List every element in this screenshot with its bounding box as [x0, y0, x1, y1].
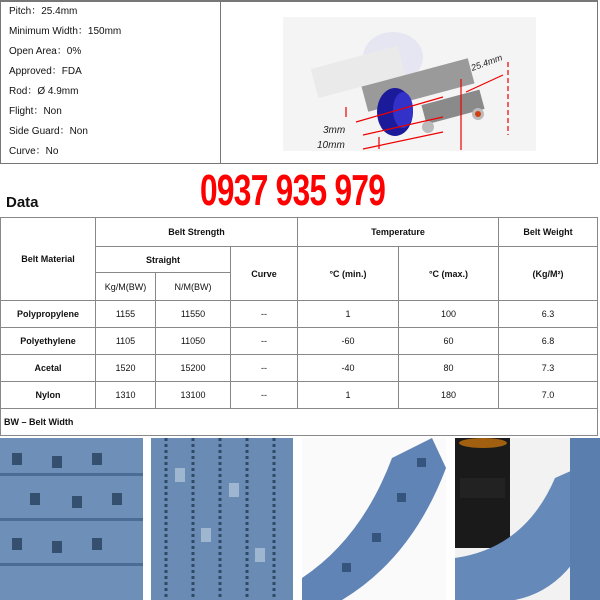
- header-weight-unit: (Kg/M²): [499, 247, 598, 301]
- cell-kgm: 1520: [96, 355, 156, 382]
- header-nm: N/M(BW): [156, 273, 231, 301]
- header-temp-max: °C (max.): [399, 247, 499, 301]
- header-belt-strength: Belt Strength: [96, 218, 298, 247]
- footnote: BW – Belt Width: [1, 409, 598, 436]
- cell-tmin: -40: [298, 355, 399, 382]
- spec-min-width: Minimum Width：150mm: [9, 26, 122, 37]
- table-row: [1, 328, 598, 355]
- cell-nm: 15200: [156, 355, 231, 382]
- cell-tmin: 1: [298, 301, 399, 328]
- spec-pitch: Pitch：25.4mm: [9, 6, 78, 17]
- spec-rod: Rod：Ø 4.9mm: [9, 86, 79, 97]
- spec-open-area: Open Area：0%: [9, 46, 82, 57]
- table-row: [1, 355, 598, 382]
- cell-material: Polyethylene: [1, 328, 96, 355]
- table-row: [1, 382, 598, 409]
- header-belt-material: Belt Material: [1, 218, 96, 301]
- phone-watermark: 0937 935 979: [200, 166, 386, 215]
- belt-photo-2: [151, 438, 293, 600]
- spec-flight: Flight：Non: [9, 106, 62, 117]
- cell-tmin: -60: [298, 328, 399, 355]
- section-title: Data: [6, 194, 39, 211]
- cell-weight: 6.3: [499, 301, 598, 328]
- header-straight: Straight: [96, 247, 231, 273]
- cell-tmin: 1: [298, 382, 399, 409]
- cell-curve: --: [231, 355, 298, 382]
- cell-kgm: 1310: [96, 382, 156, 409]
- header-kgm: Kg/M(BW): [96, 273, 156, 301]
- data-table: [0, 217, 598, 436]
- cell-tmax: 60: [399, 328, 499, 355]
- cell-material: Acetal: [1, 355, 96, 382]
- cell-tmax: 180: [399, 382, 499, 409]
- diagram-10mm-label: 10mm: [317, 140, 345, 151]
- cell-nm: 11550: [156, 301, 231, 328]
- header-curve: Curve: [231, 247, 298, 301]
- header-temperature: Temperature: [298, 218, 499, 247]
- cell-tmax: 80: [399, 355, 499, 382]
- table-row: [1, 301, 598, 328]
- belt-photo-4: [455, 438, 600, 600]
- cell-curve: --: [231, 301, 298, 328]
- cell-kgm: 1105: [96, 328, 156, 355]
- cell-tmax: 100: [399, 301, 499, 328]
- diagram-pitch-label: 25.4mm: [469, 52, 504, 73]
- spec-side-guard: Side Guard：Non: [9, 126, 88, 137]
- cell-material: Polypropylene: [1, 301, 96, 328]
- header-temp-min: °C (min.): [298, 247, 399, 301]
- spec-approved: Approved：FDA: [9, 66, 82, 77]
- cell-nm: 11050: [156, 328, 231, 355]
- cell-weight: 7.0: [499, 382, 598, 409]
- diagram-3mm-label: 3mm: [323, 125, 346, 136]
- cell-curve: --: [231, 382, 298, 409]
- header-belt-weight: Belt Weight: [499, 218, 598, 247]
- cell-kgm: 1155: [96, 301, 156, 328]
- spec-box: [0, 0, 598, 164]
- cell-curve: --: [231, 328, 298, 355]
- belt-dimension-diagram: [283, 17, 536, 151]
- cell-weight: 7.3: [499, 355, 598, 382]
- belt-photo-3: [302, 438, 446, 600]
- spec-curve: Curve：No: [9, 146, 59, 157]
- cell-nm: 13100: [156, 382, 231, 409]
- spec-list: [1, 2, 221, 164]
- cell-weight: 6.8: [499, 328, 598, 355]
- cell-material: Nylon: [1, 382, 96, 409]
- belt-photo-1: [0, 438, 143, 600]
